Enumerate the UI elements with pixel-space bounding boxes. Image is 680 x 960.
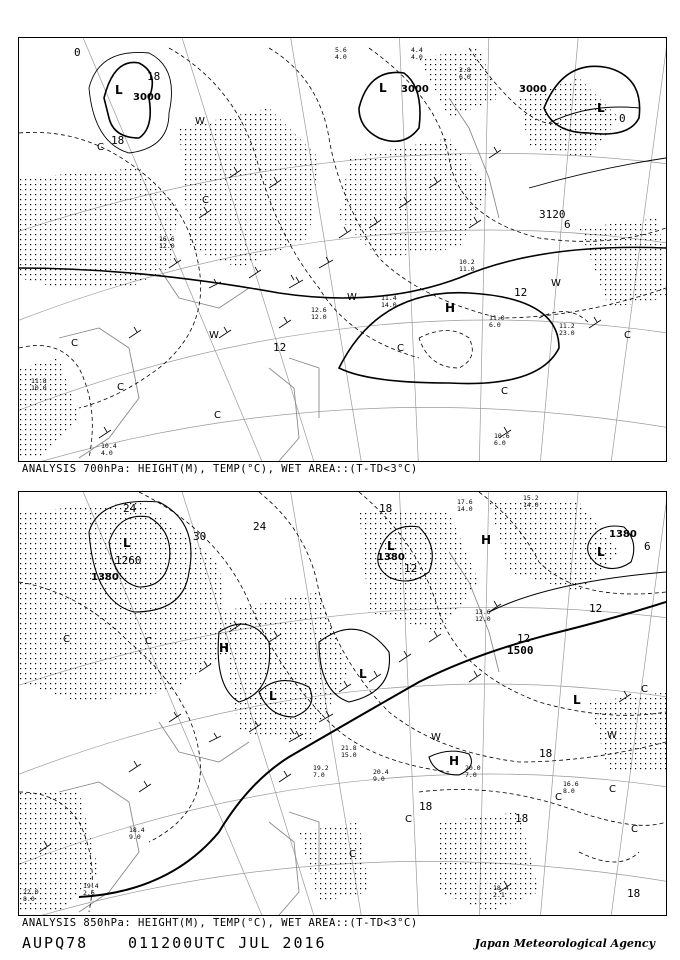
contour-label: 24 [123, 502, 137, 515]
contour-label: 18 [539, 747, 553, 760]
high-center-label: H [481, 533, 492, 547]
station-value: 21.8 15.0 [341, 744, 357, 759]
cold-mark: C [555, 792, 562, 803]
contour-label: 12 [404, 562, 418, 575]
contour-label: 24 [253, 520, 267, 533]
cold-mark: C [63, 634, 70, 645]
contour-label: 18 [147, 70, 161, 83]
cold-mark: C [397, 343, 404, 354]
station-value: 2.8 6.0 [459, 66, 471, 81]
low-center-value: 3000 [519, 84, 547, 95]
valid-time: 011200UTC JUL 2016 [128, 934, 327, 952]
warm-mark: W [431, 732, 441, 743]
high-center-label: H [449, 754, 460, 768]
warm-mark: W [551, 278, 561, 289]
station-value: 20.4 9.0 [373, 768, 389, 783]
low-center-label: L [387, 539, 395, 553]
low-center-label: L [379, 81, 387, 95]
chart-id: AUPQ78 [22, 934, 89, 952]
cold-mark: C [202, 195, 209, 206]
warm-mark: W [195, 116, 205, 127]
station-value: 17.6 14.0 [457, 498, 473, 513]
station-value: 10.6 6.0 [494, 432, 510, 447]
low-center-label: L [573, 693, 581, 707]
station-value: 15.2 14.0 [523, 494, 539, 509]
agency-credit: Japan Meteorological Agency [474, 937, 655, 950]
station-value: 16.6 8.0 [563, 780, 579, 795]
map-panel-700hpa [18, 37, 667, 462]
cold-mark: C [349, 849, 356, 860]
cold-mark: C [117, 382, 124, 393]
contour-label: 1500 [507, 644, 534, 657]
low-center-label: L [115, 83, 123, 97]
low-center-value: 1380 [377, 552, 405, 563]
station-value: 13.6 12.0 [475, 608, 491, 623]
map-850hpa [19, 492, 666, 915]
station-value: 11.8 10.0 [31, 377, 47, 392]
station-value: 10.4 4.0 [101, 442, 117, 457]
map-panel-850hpa [18, 491, 667, 916]
cold-mark: C [405, 814, 412, 825]
station-value: 18.4 2.1 [493, 884, 509, 899]
contour-label: 3120 [539, 208, 566, 221]
low-center-value: 3000 [401, 84, 429, 95]
contour-label: 0 [74, 46, 81, 59]
station-value: 11.2 23.0 [559, 322, 575, 337]
cold-mark: C [71, 338, 78, 349]
low-center-value: 3000 [133, 92, 161, 103]
cold-mark: C [641, 684, 648, 695]
cold-mark: C [624, 330, 631, 341]
contour-label: 12 [517, 632, 531, 645]
contour-label: 6 [564, 218, 571, 231]
low-center-label: L [123, 536, 131, 550]
high-center-label: H [219, 641, 230, 655]
warm-mark: W [347, 292, 357, 303]
contour-label: 1260 [115, 554, 142, 567]
low-center-value: 1380 [609, 529, 637, 540]
cold-mark: C [501, 386, 508, 397]
contour-label: 18 [111, 134, 125, 147]
station-value: 18.4 9.0 [129, 826, 145, 841]
map-700hpa [19, 38, 666, 461]
low-center-value: 1380 [91, 572, 119, 583]
panel-caption-700hpa: ANALYSIS 700hPa: HEIGHT(M), TEMP(°C), WET AREA::(T-TD<3°C) [22, 463, 418, 475]
contour-label: 12 [589, 602, 603, 615]
station-value: 11.0 6.0 [489, 314, 505, 329]
station-value: 4.4 4.0 [411, 46, 423, 61]
warm-mark: W [607, 730, 617, 741]
low-center-label: L [359, 667, 367, 681]
station-value: 20.0 7.0 [465, 764, 481, 779]
panel-caption-850hpa: ANALYSIS 850hPa: HEIGHT(M), TEMP(°C), WET AREA::(T-TD<3°C) [22, 917, 418, 929]
station-value: 11.4 14.0 [381, 294, 397, 309]
cold-mark: C [214, 410, 221, 421]
wet-areas [19, 48, 666, 458]
contour-label: 18 [627, 887, 641, 900]
station-value: 16.6 12.0 [159, 235, 175, 250]
contour-label: 0 [619, 112, 626, 125]
low-center-label: L [597, 101, 605, 115]
contour-label: 6 [644, 540, 651, 553]
station-value: 22.0 8.0 [23, 888, 39, 903]
cold-mark: C [97, 142, 104, 153]
high-center-label: H [445, 301, 456, 315]
station-value: 5.6 4.0 [335, 46, 347, 61]
warm-mark: W [209, 330, 219, 341]
contour-label: 30 [193, 530, 207, 543]
contour-label: 12 [273, 341, 287, 354]
cold-mark: C [145, 636, 152, 647]
contour-label: 12 [514, 286, 528, 299]
contour-label: 18 [419, 800, 433, 813]
station-value: 12.6 12.0 [311, 306, 327, 321]
low-center-label: L [269, 689, 277, 703]
contour-label: 18 [515, 812, 529, 825]
station-value: 19.4 2.6 [83, 882, 99, 897]
cold-mark: C [631, 824, 638, 835]
contour-label: 18 [379, 502, 393, 515]
low-center-label: L [597, 545, 605, 559]
cold-mark: C [609, 784, 616, 795]
station-value: 10.2 11.0 [459, 258, 475, 273]
station-value: 19.2 7.0 [313, 764, 329, 779]
